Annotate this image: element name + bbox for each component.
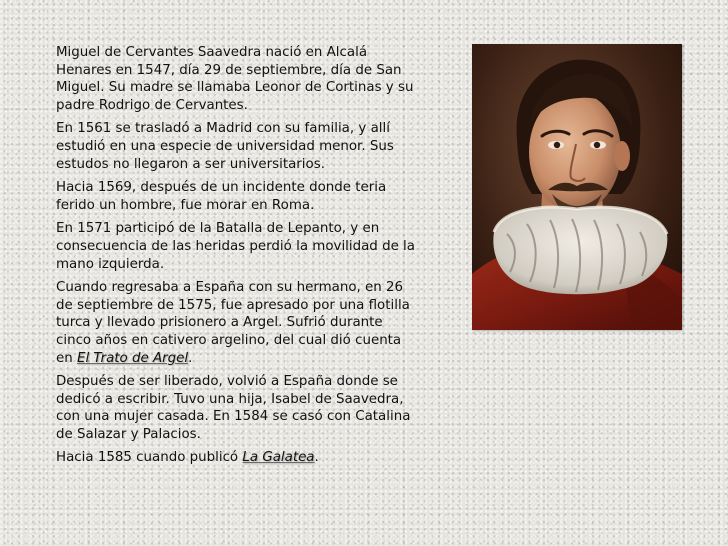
- paragraph-captivity-text: Cuando regresaba a España con su hermano, en 26 de septiembre de 1575, fue apresado por una flotilla turca y llevado prisionero a Argel. Sufrió durante cinco años en cativero argelino, del cual dió cuenta en: [56, 280, 410, 366]
- paragraph-galatea-end: .: [314, 450, 319, 466]
- portrait-of-cervantes: [472, 44, 682, 330]
- paragraph-captivity-end: .: [188, 350, 193, 366]
- paragraph-lepanto: En 1571 participó de la Batalla de Lepanto, y en consecuencia de las heridas perdió la movilidad de la mano izquierda.: [56, 221, 415, 272]
- paragraph-madrid: En 1561 se trasladó a Madrid con su familia, y allí estudió en una especie de universidad menor. Sus estudos no llegaron a ser universitarios.: [56, 121, 394, 172]
- paragraph-birth: Miguel de Cervantes Saavedra nació en Alcalá Henares en 1547, día 29 de septiembre, día de San Miguel. Su madre se llamaba Leonor de Cortinas y su padre Rodrigo de Cervantes.: [56, 45, 414, 113]
- paragraph-captivity: [56, 279, 418, 367]
- biography-text: [56, 44, 418, 473]
- paragraph-galatea-text: Hacia 1585 cuando publicó: [56, 450, 243, 466]
- paragraph-galatea: [56, 449, 418, 467]
- paragraph-rome: Hacia 1569, después de un incidente donde teria ferido un hombre, fue morar en Roma.: [56, 180, 387, 213]
- paragraph-liberation: Después de ser liberado, volvió a España donde se dedicó a escribir. Tuvo una hija, Isabel de Saavedra, con una mujer casada. En 1584 se casó con Catalina de Salazar y Palacios.: [56, 374, 411, 442]
- work-link-el-trato-de-argel[interactable]: El Trato de Argel: [76, 350, 189, 366]
- work-link-la-galatea[interactable]: La Galatea: [242, 450, 315, 466]
- portrait-image: [472, 44, 682, 330]
